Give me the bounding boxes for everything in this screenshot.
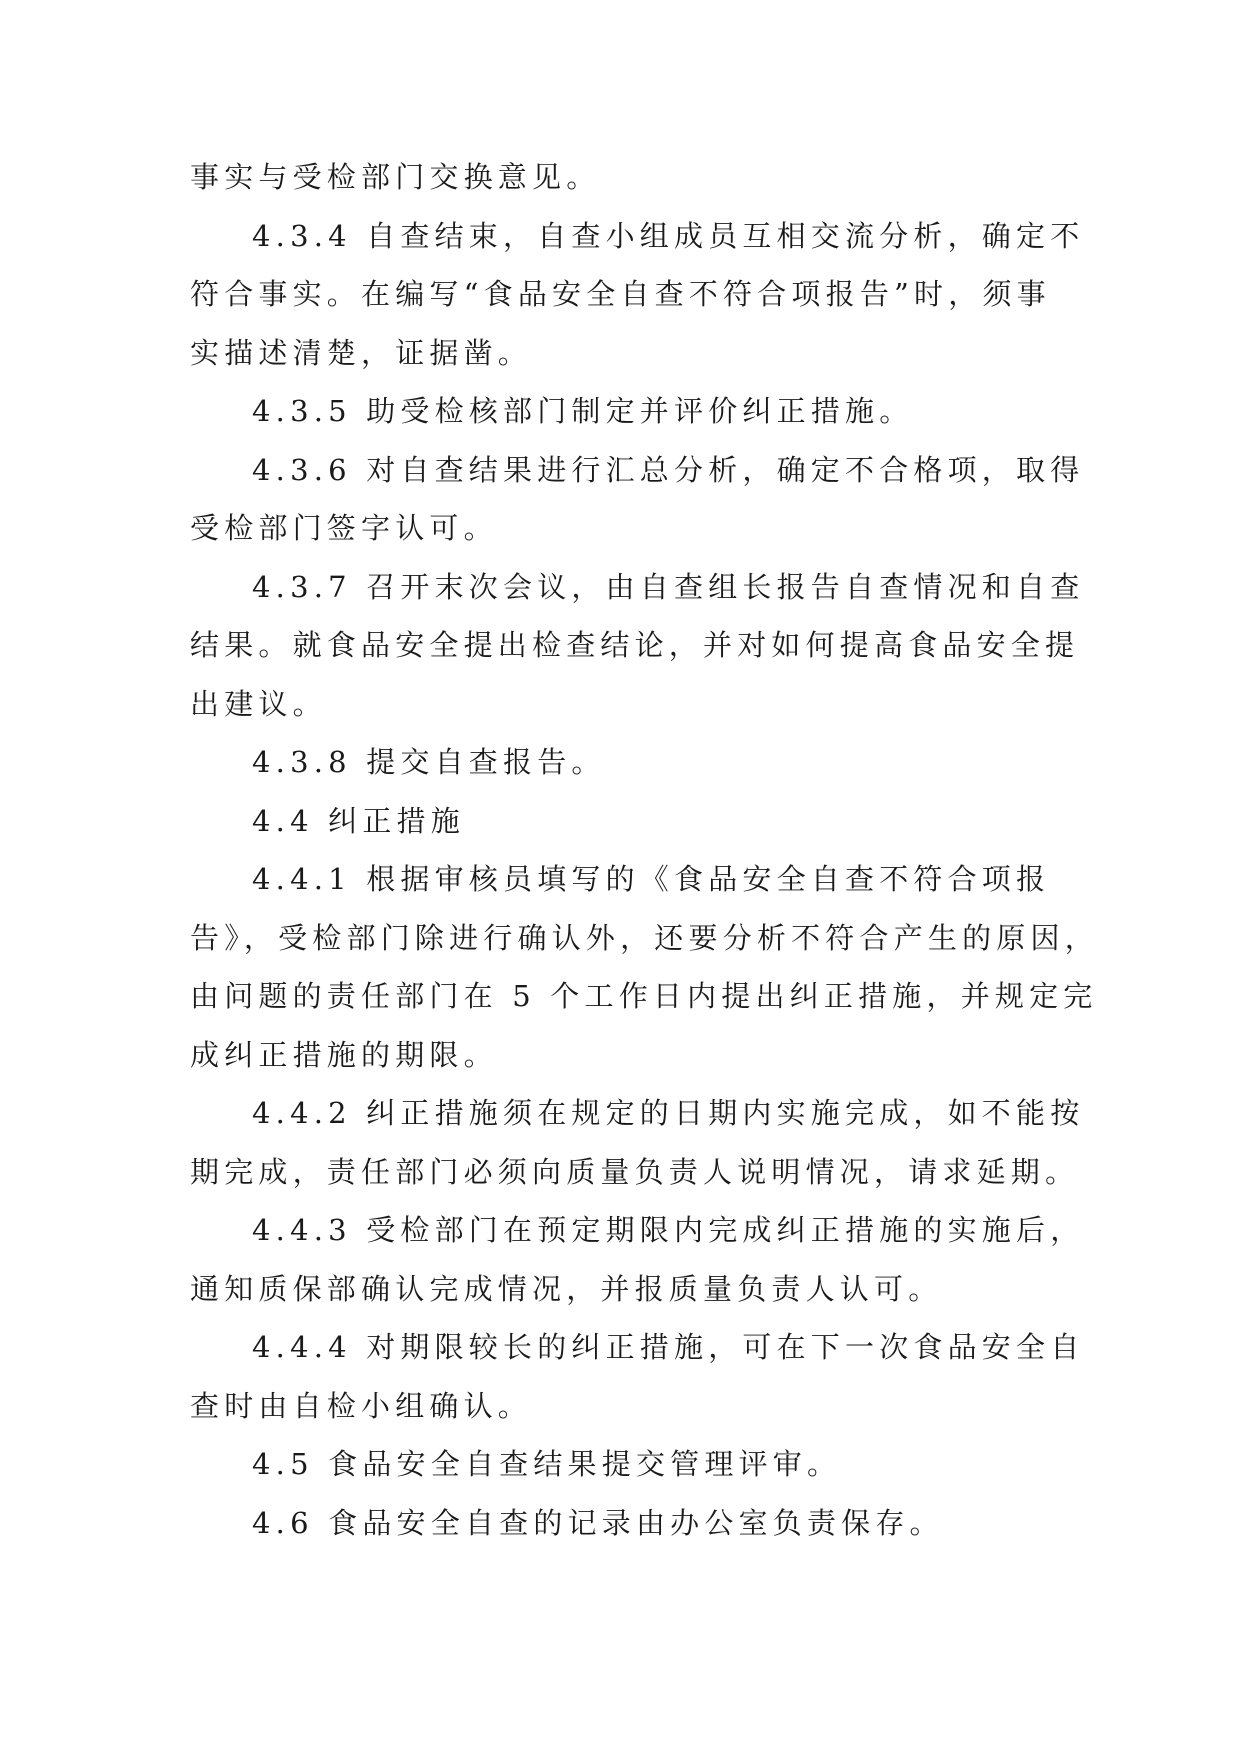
text-line: 符合事实。在编写“食品安全自查不符合项报告”时，须事 [190,277,1051,311]
text-line: 结果。就食品安全提出检查结论，并对如何提高食品安全提 [190,628,1080,662]
text-line: 4.4.2 纠正措施须在规定的日期内实施完成，如不能按 [252,1096,1085,1130]
text-line: 事实与受检部门交换意见。 [190,160,601,194]
text-line: 通知质保部确认完成情况，并报质量负责人认可。 [190,1271,943,1306]
document-body [190,148,1099,1552]
text-line: 期完成，责任部门必须向质量负责人说明情况，请求延期。 [190,1154,1080,1189]
text-line: 4.5 食品安全自查结果提交管理评审。 [252,1447,842,1481]
text-line: 4.3.6 对自查结果进行汇总分析，确定不合格项，取得 [252,452,1085,487]
text-line: 实描述清楚，证据凿。 [190,335,533,370]
text-line: 出建议。 [190,686,327,721]
text-line: 4.3.5 助受检核部门制定并评价纠正措施。 [252,394,914,428]
text-line: 4.4.3 受检部门在预定期限内完成纠正措施的实施后， [252,1213,1085,1247]
section-heading: 4.4 纠正措施 [252,803,465,838]
text-line: 查时由自检小组确认。 [190,1388,533,1423]
text-line: 4.3.8 提交自查报告。 [252,745,606,779]
text-line: 告》，受检部门除进行确认外，还要分析不符合产生的原因， [190,920,1099,955]
text-line: 4.3.7 召开末次会议，由自查组长报告自查情况和自查 [252,569,1085,604]
text-line: 受检部门签字认可。 [190,511,498,545]
text-line: 4.4.4 对期限较长的纠正措施，可在下一次食品安全自 [252,1330,1085,1364]
text-line: 成纠正措施的期限。 [190,1037,498,1072]
text-line: 由问题的责任部门在 5 个工作日内提出纠正措施，并规定完 [190,979,1098,1013]
text-line: 4.4.1 根据审核员填写的《食品安全自查不符合项报 [252,862,1051,896]
text-line: 4.3.4 自查结束，自查小组成员互相交流分析，确定不 [252,218,1085,253]
text-line: 4.6 食品安全自查的记录由办公室负责保存。 [252,1505,944,1540]
